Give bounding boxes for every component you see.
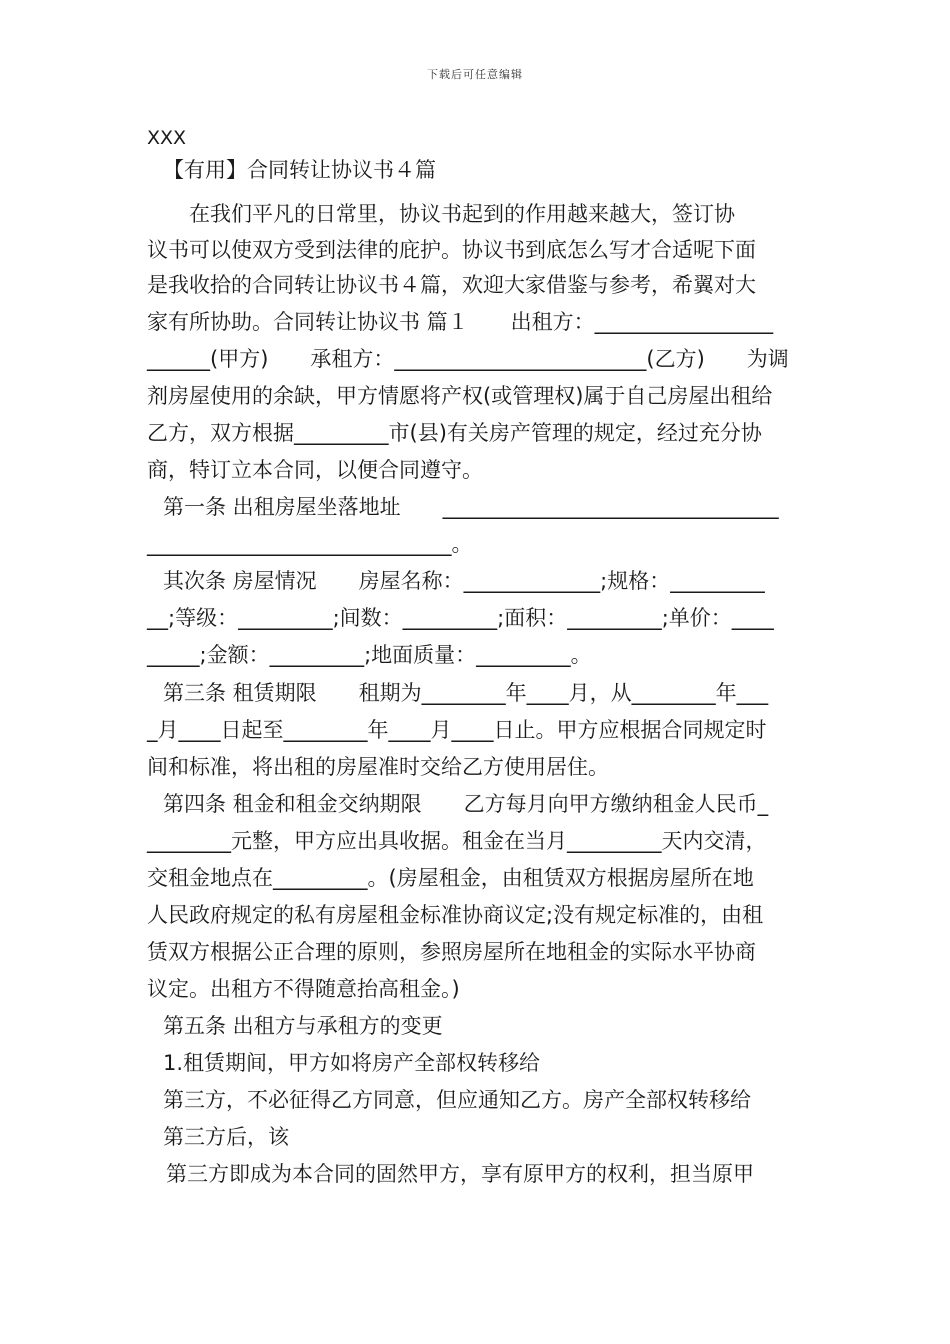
paragraph-line: 乙方，双方根据_________市(县)有关房产管理的规定，经过充分协 <box>147 421 762 445</box>
paragraph-line: 在我们平凡的日常里，协议书起到的作用越来越大，签订协 <box>147 202 735 226</box>
paragraph-line: _月____日起至________年____月____日止。甲方应根据合同规定时 <box>147 718 767 742</box>
paragraph-line: 家有所协助。合同转让协议书 篇１ 出租方：_________________ <box>147 310 774 334</box>
paragraph-line: 第三方，不必征得乙方同意，但应通知乙方。房产全部权转移给 <box>163 1088 751 1112</box>
paragraph-line: 剂房屋使用的余缺，甲方情愿将产权(或管理权)属于自己房屋出租给 <box>147 384 773 408</box>
paragraph-line: _____________________________。 <box>147 532 473 556</box>
paragraph-line: 第三方即成为本合同的固然甲方，享有原甲方的权利，担当原甲 <box>166 1162 754 1186</box>
clause-heading: 其次条 房屋情况 房屋名称：_____________;规格：_________ <box>163 569 765 593</box>
paragraph-line: __;等级：_________;间数：_________;面积：_________;单价：____ <box>147 606 774 630</box>
paragraph-line: 第三方后，该 <box>163 1125 289 1149</box>
doc-code: XXX <box>147 127 187 149</box>
paragraph-line: ______(甲方) 承租方：________________________(乙方) 为调 <box>147 347 789 371</box>
paragraph-line: 商，特订立本合同，以便合同遵守。 <box>147 458 483 482</box>
paragraph-line: 议书可以使双方受到法律的庇护。协议书到底怎么写才合适呢下面 <box>147 238 756 262</box>
paragraph-line: 间和标准，将出租的房屋准时交给乙方使用居住。 <box>147 755 609 779</box>
paragraph-line: ________元整，甲方应出具收据。租金在当月_________天内交清， <box>147 829 767 853</box>
clause-heading: 第三条 租赁期限 租期为________年____月，从________年___ <box>163 681 769 705</box>
clause-heading: 第五条 出租方与承租方的变更 <box>163 1014 443 1038</box>
header-note: 下载后可任意编辑 <box>427 68 523 81</box>
paragraph-line: 交租金地点在_________。(房屋租金，由租赁双方根据房屋所在地 <box>147 866 754 890</box>
paragraph-line: 议定。出租方不得随意抬高租金。) <box>147 977 460 1001</box>
clause-heading: 第四条 租金和租金交纳期限 乙方每月向甲方缴纳租金人民币_ <box>163 792 769 816</box>
paragraph-line: _____;金额：_________;地面质量：_________。 <box>147 643 592 667</box>
clause-heading: 第一条 出租房屋坐落地址 ________________________________ <box>163 495 779 519</box>
paragraph-line: 1.租赁期间，甲方如将房产全部权转移给 <box>163 1051 541 1075</box>
paragraph-line: 赁双方根据公正合理的原则，参照房屋所在地租金的实际水平协商 <box>147 940 756 964</box>
paragraph-line: 是我收拾的合同转让协议书４篇，欢迎大家借鉴与参考，希翼对大 <box>147 273 756 297</box>
paragraph-line: 人民政府规定的私有房屋租金标准协商议定;没有规定标准的，由租 <box>147 903 764 927</box>
doc-title: 【有用】合同转让协议书４篇 <box>163 158 436 182</box>
